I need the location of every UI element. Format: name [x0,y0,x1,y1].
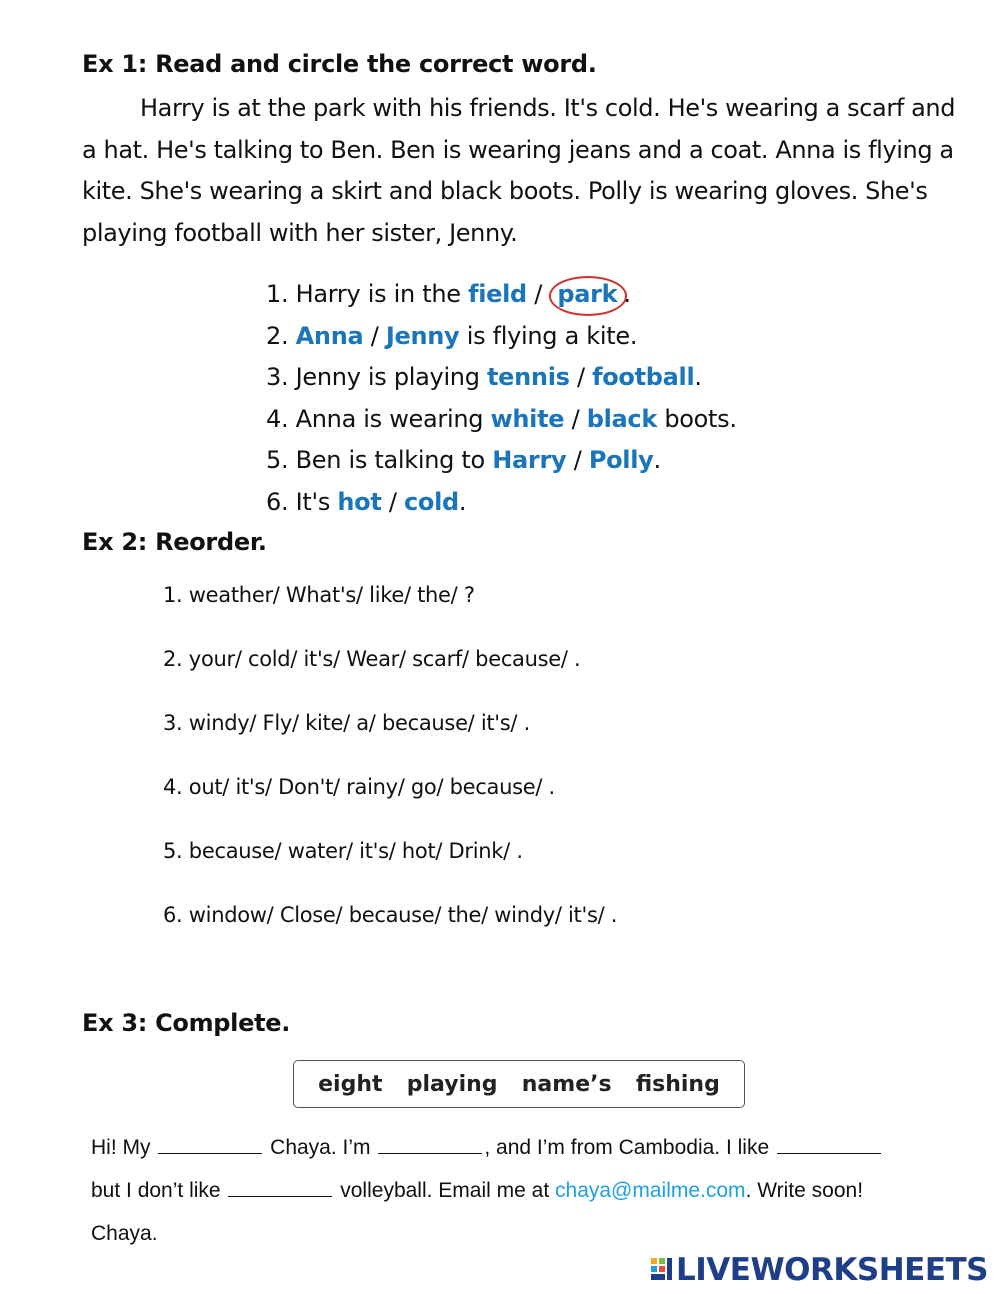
ex1-question [266,440,737,482]
separator: / [566,446,589,475]
question-text-end: . [694,363,702,392]
question-text: 1. Harry is in the [266,280,469,308]
reorder-item: 6. window/ Close/ because/ the/ windy/ it's/ . [163,903,618,927]
option-jenny[interactable]: Jenny [385,321,460,350]
question-text-end: . [653,446,661,475]
brand-name: LIVEWORKSHEETS [676,1252,988,1288]
option-tennis[interactable]: tennis [486,363,570,392]
separator: / [569,363,593,392]
question-text-end: boots. [657,404,737,433]
ex1-question [266,316,737,358]
option-harry[interactable]: Harry [492,446,567,475]
blank-4[interactable] [228,1178,332,1197]
text-segment: volleyball. Email me at [334,1179,556,1202]
separator: / [564,404,587,433]
text-segment: but I don’t like [91,1179,227,1202]
ex1-heading: Ex 1: Read and circle the correct word. [82,50,597,78]
word-bank-item: playing [406,1071,498,1097]
blank-2[interactable] [378,1135,482,1154]
ex2-reorder-list [163,578,617,962]
option-cold[interactable]: cold [403,487,459,516]
ex3-heading: Ex 3: Complete. [82,1009,291,1037]
reorder-item: 1. weather/ What's/ like/ the/ ? [163,583,475,607]
ex2-heading: Ex 2: Reorder. [82,528,267,556]
text-segment: Chaya. I’m [264,1136,377,1159]
word-bank [293,1060,745,1108]
ex1-question-list [266,274,737,524]
reading-passage: Harry is at the park with his friends. It's cold. He's wearing a scarf and a hat. He's talking to Ben. Ben is wearing jeans and a coat. Anna is flying a kite. She's wearing a skirt and black boots. Polly is wearing gloves. She's playing football with her sister, Jenny. [82,94,956,247]
question-text-end: . [623,280,631,308]
text-segment: Hi! My [91,1136,157,1159]
option-hot[interactable]: hot [337,487,382,516]
reorder-item: 2. your/ cold/ it's/ Wear/ scarf/ because/ . [163,647,581,671]
option-field[interactable]: field [468,280,527,308]
separator: / [363,321,386,350]
completion-paragraph [91,1126,971,1255]
reorder-item: 4. out/ it's/ Don't/ rainy/ go/ because/ . [163,775,555,799]
option-black[interactable]: black [586,404,658,433]
text-segment: . Write soon! [745,1179,864,1202]
option-football[interactable]: football [592,363,695,392]
separator: / [381,487,404,516]
question-text-end: is flying a kite. [459,321,638,350]
reorder-item: 3. windy/ Fly/ kite/ a/ because/ it's/ . [163,711,530,735]
ex1-question [266,274,737,316]
blank-3[interactable] [777,1135,881,1154]
question-text: 5. Ben is talking to [266,446,493,475]
liveworksheets-logo-icon [651,1258,673,1282]
separator: / [526,280,550,308]
question-text-end: . [458,487,467,516]
text-segment: , and I’m from Cambodia. I like [484,1136,775,1159]
option-anna[interactable]: Anna [295,321,364,350]
option-polly[interactable]: Polly [588,446,654,475]
word-bank-item: eight [318,1071,383,1097]
question-text: 4. Anna is wearing [266,404,491,433]
reorder-item: 5. because/ water/ it's/ hot/ Drink/ . [163,839,523,863]
word-bank-item: name’s [521,1071,612,1097]
ex1-question [266,357,737,399]
question-text: 2. [266,321,296,350]
blank-1[interactable] [158,1135,262,1154]
question-text: 6. It's [266,487,338,516]
word-bank-item: fishing [635,1071,720,1097]
ex1-question [266,399,737,441]
option-white[interactable]: white [490,404,565,433]
question-text: 3. Jenny is playing [266,363,487,392]
email-link[interactable]: chaya@mailme.com [555,1179,746,1202]
option-park-circled[interactable]: park [551,274,623,316]
ex1-question [266,482,737,524]
liveworksheets-brand [651,1252,988,1288]
signature: Chaya. [91,1222,158,1245]
